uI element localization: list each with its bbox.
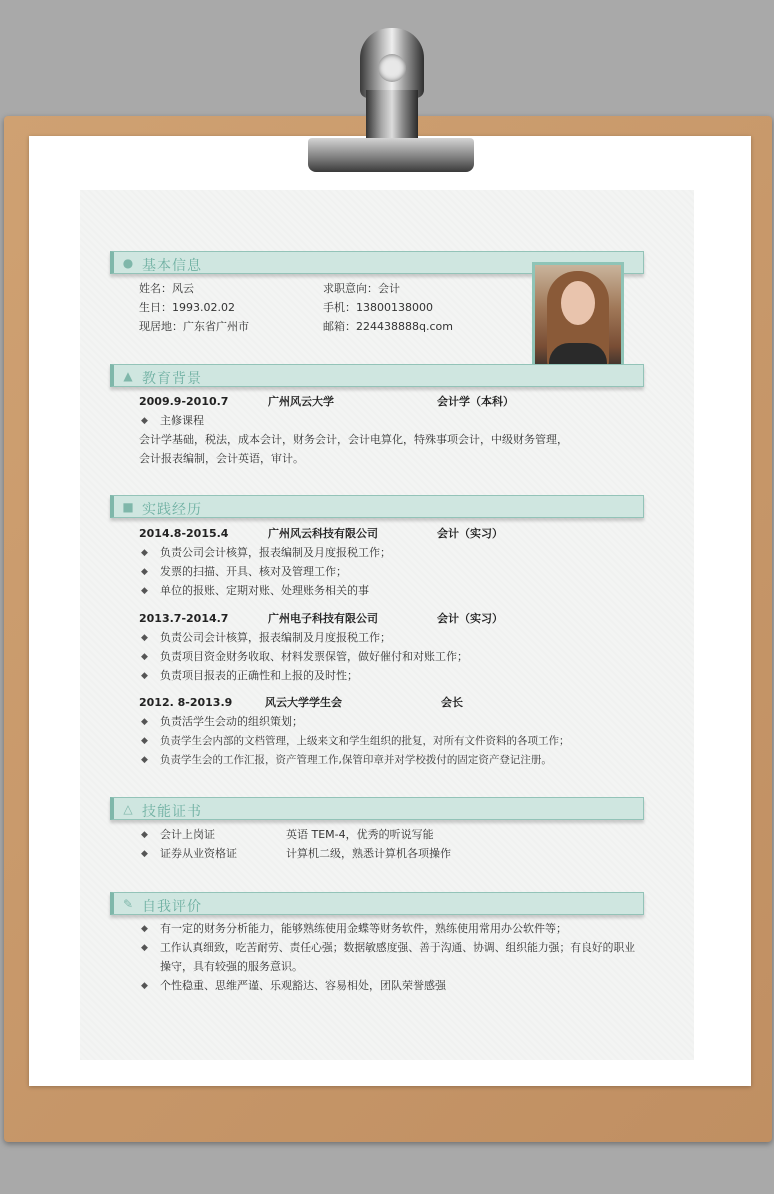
job-role: 会计（实习）: [437, 612, 503, 625]
course-list: 会计报表编制，会计英语，审计。: [139, 452, 304, 465]
bullet-icon: ◆: [141, 736, 148, 746]
edu-school: 广州风云大学: [268, 395, 334, 408]
bullet-icon: ◆: [141, 633, 148, 643]
section-title: 自我评价: [142, 899, 202, 915]
binder-clip-base: [308, 138, 474, 172]
binder-clip-hole: [378, 54, 406, 82]
list-item: 负责公司会计核算，报表编制及月度报税工作；: [160, 631, 391, 644]
section-header-self: [110, 892, 644, 915]
section-header-practice: [110, 495, 644, 518]
list-item: 负责学生会内部的文档管理，上级来文和学生组织的批复，对所有文件资料的各项工作；: [160, 735, 570, 747]
briefcase-icon: ■: [122, 500, 134, 514]
bullet-icon: ◆: [141, 717, 148, 727]
list-item: 负责活学生会动的组织策划；: [160, 715, 303, 728]
bullet-icon: ◆: [141, 830, 148, 840]
list-item: 工作认真细致，吃苦耐劳、责任心强；数据敏感度强、善于沟通、协调、组织能力强；有良好的职业: [160, 941, 636, 954]
section-header-skills: [110, 797, 644, 820]
users-icon: ●: [122, 256, 134, 270]
address-text: 现居地：广东省广州市: [139, 320, 249, 333]
binder-clip-neck: [366, 90, 418, 142]
bullet-icon: ◆: [141, 849, 148, 859]
intent-text: 求职意向：会计: [323, 282, 400, 295]
bullet-icon: ◆: [141, 586, 148, 596]
email-text: 邮箱：224438888q.com: [323, 320, 453, 333]
bullet-icon: ◆: [141, 924, 148, 934]
job-period: 2012. 8-2013.9: [139, 696, 233, 709]
section-title: 实践经历: [142, 502, 202, 518]
skill-left: 会计上岗证: [160, 828, 215, 841]
graduation-cap-icon: ▲: [123, 369, 133, 383]
bullet-icon: ◆: [141, 981, 148, 991]
bullet-icon: ◆: [141, 755, 148, 765]
avatar-photo: [535, 265, 621, 373]
job-period: 2014.8-2015.4: [139, 527, 229, 540]
job-org: 广州风云科技有限公司: [268, 527, 378, 540]
bullet-icon: ◆: [141, 671, 148, 681]
job-period: 2013.7-2014.7: [139, 612, 229, 625]
flask-icon: △: [123, 802, 133, 816]
job-role: 会长: [441, 696, 463, 709]
section-title: 技能证书: [142, 804, 202, 820]
list-item: 负责学生会的工作汇报，资产管理工作,保管印章并对学校拨付的固定资产登记注册。: [160, 754, 552, 766]
list-item: 个性稳重、思维严谨、乐观豁达、容易相处，团队荣誉感强: [160, 979, 446, 992]
skill-left: 证券从业资格证: [160, 847, 237, 860]
edu-major: 会计学（本科）: [437, 395, 514, 408]
list-item: 有一定的财务分析能力，能够熟练使用金蝶等财务软件，熟练使用常用办公软件等；: [160, 922, 567, 935]
section-header-education: [110, 364, 644, 387]
list-item: 负责项目报表的正确性和上报的及时性；: [160, 669, 358, 682]
bullet-icon: ◆: [141, 567, 148, 577]
bullet-icon: ◆: [141, 652, 148, 662]
edu-period: 2009.9-2010.7: [139, 395, 229, 408]
list-item: 单位的报账、定期对账、处理账务相关的事: [160, 584, 369, 597]
course-list: 会计学基础，税法，成本会计，财务会计，会计电算化，特殊事项会计，中级财务管理，: [139, 433, 568, 446]
list-item: 负责公司会计核算，报表编制及月度报税工作；: [160, 546, 391, 559]
list-item: 操守，具有较强的服务意识。: [160, 960, 303, 973]
skill-right: 英语 TEM-4，优秀的听说写能: [286, 828, 434, 841]
avatar: [532, 262, 624, 376]
bullet-icon: ◆: [141, 943, 148, 953]
phone-text: 手机：13800138000: [323, 301, 433, 314]
job-role: 会计（实习）: [437, 527, 503, 540]
job-org: 风云大学学生会: [265, 696, 342, 709]
section-title: 教育背景: [142, 371, 202, 387]
name-text: 姓名：风云: [139, 282, 194, 295]
bullet-icon: ◆: [141, 416, 148, 426]
edit-icon: ✎: [122, 897, 134, 911]
skill-right: 计算机二级，熟悉计算机各项操作: [286, 847, 451, 860]
list-item: 发票的扫描、开具、核对及管理工作；: [160, 565, 347, 578]
section-title: 基本信息: [142, 258, 202, 274]
birth-text: 生日：1993.02.02: [139, 301, 235, 314]
bullet-icon: ◆: [141, 548, 148, 558]
list-item: 负责项目资金财务收取、材料发票保管，做好催付和对账工作；: [160, 650, 468, 663]
course-label: 主修课程: [160, 414, 204, 427]
job-org: 广州电子科技有限公司: [268, 612, 378, 625]
